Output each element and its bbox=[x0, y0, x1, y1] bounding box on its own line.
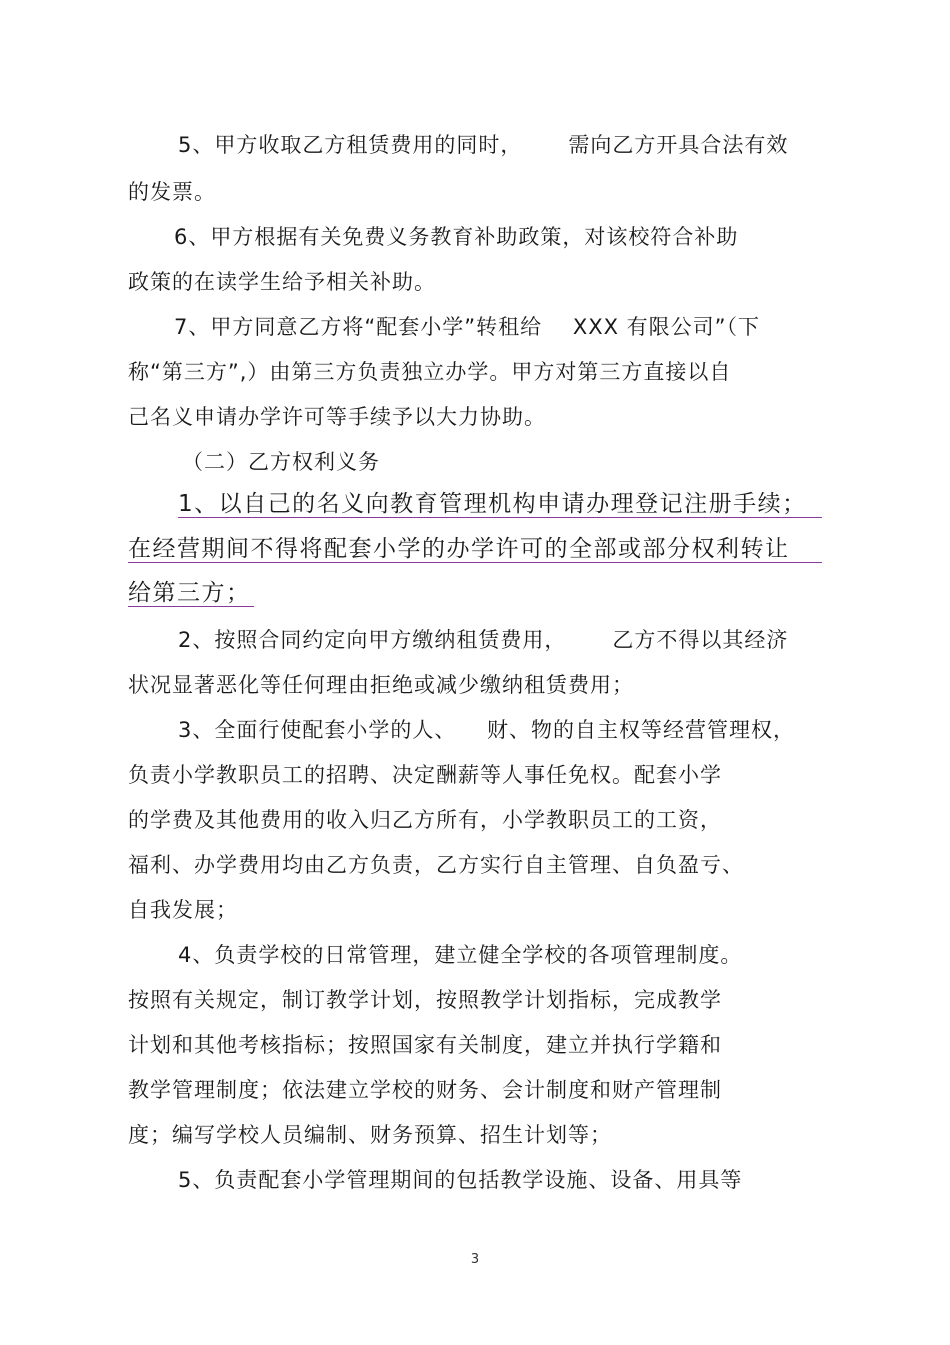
text-line: 的发票。 bbox=[128, 180, 216, 204]
text-line: 负责小学教职员工的招聘、决定酬薪等人事任免权。配套小学 bbox=[128, 763, 722, 787]
text-line: 7、甲方同意乙方将“配套小学”转租给 XXX 有限公司”（下 bbox=[174, 315, 761, 339]
text-line: 5、甲方收取乙方租赁费用的同时， 需向乙方开具合法有效 bbox=[178, 133, 789, 157]
text-line: 政策的在读学生给予相关补助。 bbox=[128, 270, 436, 294]
text-line: 6、甲方根据有关免费义务教育补助政策，对该校符合补助 bbox=[174, 225, 739, 249]
text-line-underlined: 在经营期间不得将配套小学的办学许可的全部或部分权利转让 bbox=[128, 536, 790, 562]
text-line: 3、全面行使配套小学的人、 财、物的自主权等经营管理权， bbox=[178, 718, 796, 742]
text-line: 的学费及其他费用的收入归乙方所有，小学教职员工的工资， bbox=[128, 808, 722, 832]
text-line: 按照有关规定，制订教学计划，按照教学计划指标，完成教学 bbox=[128, 988, 722, 1012]
text-line: 己名义申请办学许可等手续予以大力协助。 bbox=[128, 405, 546, 429]
text-line-underlined: 1、以自己的名义向教育管理机构申请办理登记注册手续； bbox=[178, 491, 807, 517]
text-line: 计划和其他考核指标；按照国家有关制度，建立并执行学籍和 bbox=[128, 1033, 722, 1057]
text-line: 状况显著恶化等任何理由拒绝或减少缴纳租赁费用； bbox=[128, 673, 634, 697]
text-line: 称“第三方”,）由第三方负责独立办学。甲方对第三方直接以自 bbox=[128, 360, 732, 384]
page-number: 3 bbox=[470, 1252, 480, 1267]
underline-mark bbox=[128, 562, 822, 563]
text-line: 教学管理制度；依法建立学校的财务、会计制度和财产管理制 bbox=[128, 1078, 722, 1102]
text-line: 4、负责学校的日常管理，建立健全学校的各项管理制度。 bbox=[178, 943, 743, 967]
section-heading: （二）乙方权利义务 bbox=[182, 450, 380, 474]
text-line: 自我发展； bbox=[128, 898, 238, 922]
text-line: 5、负责配套小学管理期间的包括教学设施、设备、用具等 bbox=[178, 1168, 743, 1192]
text-line: 度；编写学校人员编制、财务预算、招生计划等； bbox=[128, 1123, 612, 1147]
underline-mark bbox=[178, 517, 822, 518]
text-line: 福利、办学费用均由乙方负责，乙方实行自主管理、自负盈亏、 bbox=[128, 853, 744, 877]
text-line-underlined: 给第三方； bbox=[128, 580, 251, 606]
underline-mark bbox=[128, 606, 254, 607]
text-line: 2、按照合同约定向甲方缴纳租赁费用， 乙方不得以其经济 bbox=[178, 628, 789, 652]
